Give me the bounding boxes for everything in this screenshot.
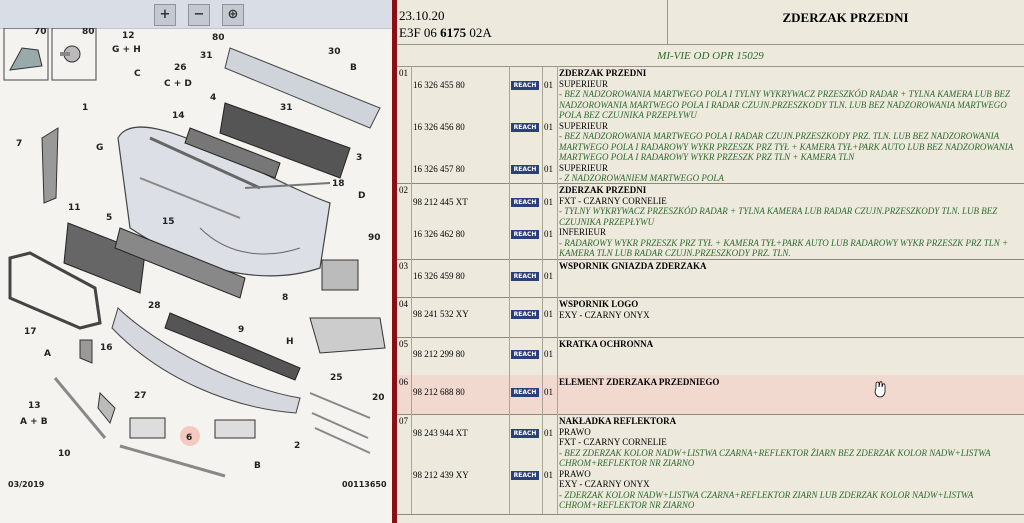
part-title: ZDERZAK PRZEDNI (559, 68, 647, 78)
part-variant: FXT - CZARNY CORNELIE (559, 195, 667, 206)
part-number[interactable]: 98 212 439 XY (413, 470, 469, 480)
part-description (559, 299, 1021, 320)
part-number[interactable]: 98 212 299 80 (413, 349, 465, 359)
callout-label: 11 (68, 203, 81, 213)
part-variant: EXY - CZARNY ONYX (559, 309, 650, 320)
row-number: 02 (399, 185, 408, 195)
parts-panel (397, 0, 1024, 523)
reach-badge[interactable]: REACH (511, 310, 539, 319)
callout-label: 7 (16, 139, 23, 149)
part-title: ELEMENT ZDERZAKA PRZEDNIEGO (559, 377, 720, 387)
part-description (559, 68, 1021, 184)
part-title: ZDERZAK PRZEDNI (559, 185, 647, 195)
callout-label: 12 (122, 31, 135, 41)
parts-header (397, 0, 1024, 45)
fitment-note: - ZDERZAK KOLOR NADW+LISTWA CZARNA+REFLEKTOR ZIARN LUB ZDERZAK KOLOR NADW+LISTWA CHROM+REFLEKTOR NR ZIARNO (559, 489, 974, 510)
callout-label: B (350, 63, 357, 73)
part-number[interactable]: 98 212 445 XT (413, 197, 468, 207)
fitment-note: - BEZ NADZOROWANIA MARTWEGO POLA I RADAR CZUJN.PRZESZKODY PRZ. TLN. LUB BEZ NADZOROWANIA MARTWEGO POLA I RADAROWY WYKR PRZESZK PRZ TYŁ + KAMERA TYŁ+PARK AUTO LUB BEZ NADZOROWANIA MARTWEGO POLA I RADAROWY WYKR PRZESZK PRZ TLN + KAMERA TLN (559, 131, 1014, 162)
callout-label: 14 (172, 111, 185, 121)
callout-label: 4 (210, 93, 217, 103)
callout-label: 70 (34, 28, 47, 37)
zoom-out-icon[interactable]: − (188, 4, 210, 26)
reach-badge[interactable]: REACH (511, 230, 539, 239)
row-number: 01 (399, 68, 408, 78)
callout-label: B (254, 461, 261, 471)
part-title: NAKŁADKA REFLEKTORA (559, 416, 677, 426)
part-variant: SUPERIEUR (559, 162, 609, 173)
part-quantity: 01 (544, 387, 553, 397)
callout-label: 30 (328, 47, 341, 57)
table-row[interactable] (397, 66, 1024, 184)
part-description (559, 261, 1021, 272)
part-number[interactable]: 98 212 688 80 (413, 387, 465, 397)
callout-label: 10 (58, 449, 71, 459)
reach-badge[interactable]: REACH (511, 429, 539, 438)
diagram-toolbar (0, 0, 392, 29)
fitment-note: - RADAROWY WYKR PRZESZK PRZ TYŁ + KAMERA TYŁ+PARK AUTO LUB RADAROWY WYKR PRZESZK PRZ TLN + KAMERA TLN LUB RADAR CZUJN.PRZESZKODY PRZ. TLN. (559, 237, 1009, 258)
callout-label: 90 (368, 233, 381, 243)
callout-label: 18 (332, 179, 345, 189)
part-variant: PRAWO (559, 468, 591, 479)
row-number: 03 (399, 261, 408, 271)
table-row[interactable] (397, 259, 1024, 298)
callout-label: 2 (294, 441, 301, 451)
row-number: 04 (399, 299, 408, 309)
part-title: KRATKA OCHRONNA (559, 339, 654, 349)
callout-label: 31 (200, 51, 213, 61)
reach-badge[interactable]: REACH (511, 471, 539, 480)
part-quantity: 01 (544, 197, 553, 207)
part-variant: EXY - CZARNY ONYX (559, 479, 650, 489)
callout-label: 15 (162, 217, 175, 227)
callout-label: 20 (372, 393, 385, 403)
part-quantity: 01 (544, 229, 553, 239)
part-variant: INFERIEUR (559, 227, 606, 237)
reach-badge[interactable]: REACH (511, 388, 539, 397)
bumper-diagram[interactable] (0, 28, 392, 500)
callout-label: 17 (24, 327, 37, 337)
part-number[interactable]: 16 326 462 80 (413, 229, 465, 239)
row-number: 07 (399, 416, 408, 426)
model-subheader: MI-VIE OD OPR 15029 (397, 46, 1024, 67)
part-number[interactable]: 16 326 455 80 (413, 80, 465, 90)
callout-label: 27 (134, 391, 147, 401)
callout-label: G (96, 143, 104, 153)
part-variant: PRAWO (559, 426, 591, 437)
part-number[interactable]: 16 326 459 80 (413, 271, 465, 281)
page-title: ZDERZAK PRZEDNI (782, 10, 909, 25)
zoom-in-icon[interactable]: + (154, 4, 176, 26)
callout-label: 25 (330, 373, 343, 383)
callout-label: 3 (356, 153, 363, 163)
diagram-date: 03/2019 (8, 480, 45, 489)
fitment-note: - Z NADZOROWANIEM MARTWEGO POLA (559, 173, 724, 183)
callout-label: 28 (148, 301, 161, 311)
reach-badge[interactable]: REACH (511, 81, 539, 90)
callout-label: 1 (82, 103, 89, 113)
reach-badge[interactable]: REACH (511, 272, 539, 281)
part-variant: FXT - CZARNY CORNELIE (559, 437, 667, 447)
fitment-note: - BEZ ZDERZAK KOLOR NADW+LISTWA CZARNA+REFLEKTOR ŻIARN BEZ ZDERZAK KOLOR NADW+LISTWA CHROM+REFLEKTOR NR ZIARNO (559, 447, 991, 468)
diagram-panel (0, 0, 392, 523)
callout-label: C (134, 69, 141, 79)
diagram-ref: 00113650 (342, 480, 387, 489)
reach-badge[interactable]: REACH (511, 165, 539, 174)
mouse-cursor-icon (873, 380, 887, 398)
part-title: WSPORNIK LOGO (559, 299, 639, 309)
callout-label: D (358, 191, 366, 201)
part-description (559, 339, 1021, 350)
reach-badge[interactable]: REACH (511, 350, 539, 359)
catalog-date: 23.10.20 (399, 8, 445, 23)
part-quantity: 01 (544, 470, 553, 480)
part-number[interactable]: 98 243 944 XT (413, 428, 468, 438)
callout-label: 16 (100, 343, 113, 353)
table-row[interactable] (397, 337, 1024, 376)
table-row[interactable] (397, 375, 1024, 415)
callout-label: 9 (238, 325, 245, 335)
part-description (559, 377, 1021, 388)
part-title: WSPORNIK GNIAZDA ZDERZAKA (559, 261, 707, 271)
callout-label: 80 (212, 33, 225, 43)
callout-label: 26 (174, 63, 187, 73)
fitment-note: - BEZ NADZOROWANIA MARTWEGO POLA I TYLNY WYKRYWACZ PRZESZKÓD RADAR + TYLNA KAMERA LUB BEZ NADZOROWANIA MARTWEGO POLA I RADAR CZUJN.PRZESZKODY TLN. LUB BEZ NADZOROWANIA MARTWEGO POLA BEZ CZUJNIKA PRZEPŁYWU (559, 89, 1011, 120)
callout-label: A + B (20, 417, 48, 427)
part-number[interactable]: 16 326 456 80 (413, 122, 465, 132)
reach-badge[interactable]: REACH (511, 198, 539, 207)
part-number[interactable]: 16 326 457 80 (413, 164, 465, 174)
callout-label: 5 (106, 213, 113, 223)
part-description (559, 416, 1021, 511)
part-variant: SUPERIEUR (559, 120, 609, 131)
part-quantity: 01 (544, 428, 553, 438)
callout-label: H (286, 337, 294, 347)
part-quantity: 01 (544, 309, 553, 319)
callout-label: 13 (28, 401, 41, 411)
part-quantity: 01 (544, 80, 553, 90)
callout-label: 80 (82, 28, 95, 37)
zoom-fit-icon[interactable]: ⊕ (222, 4, 244, 26)
reach-badge[interactable]: REACH (511, 123, 539, 132)
part-quantity: 01 (544, 122, 553, 132)
part-description (559, 185, 1021, 259)
callout-label: C + D (164, 79, 192, 89)
part-quantity: 01 (544, 349, 553, 359)
callout-label: 6 (186, 433, 193, 443)
part-number[interactable]: 98 241 532 XY (413, 309, 469, 319)
part-quantity: 01 (544, 164, 553, 174)
table-row[interactable] (397, 183, 1024, 260)
callout-label: A (44, 349, 51, 359)
table-row[interactable] (397, 297, 1024, 338)
callout-label: G + H (112, 45, 141, 55)
fitment-note: - TYLNY WYKRYWACZ PRZESZKÓD RADAR + TYLNA KAMERA LUB RADAR CZUJN.PRZESZKODY TLN. LUB BEZ CZUJNIKA PRZEPŁYWU (559, 206, 998, 227)
callout-label: 8 (282, 293, 289, 303)
row-number: 06 (399, 377, 408, 387)
catalog-code: E3F 06 6175 02A (399, 25, 492, 40)
row-number: 05 (399, 339, 408, 349)
part-variant: SUPERIEUR (559, 78, 609, 89)
table-row[interactable] (397, 414, 1024, 515)
callout-label: 31 (280, 103, 293, 113)
part-quantity: 01 (544, 271, 553, 281)
